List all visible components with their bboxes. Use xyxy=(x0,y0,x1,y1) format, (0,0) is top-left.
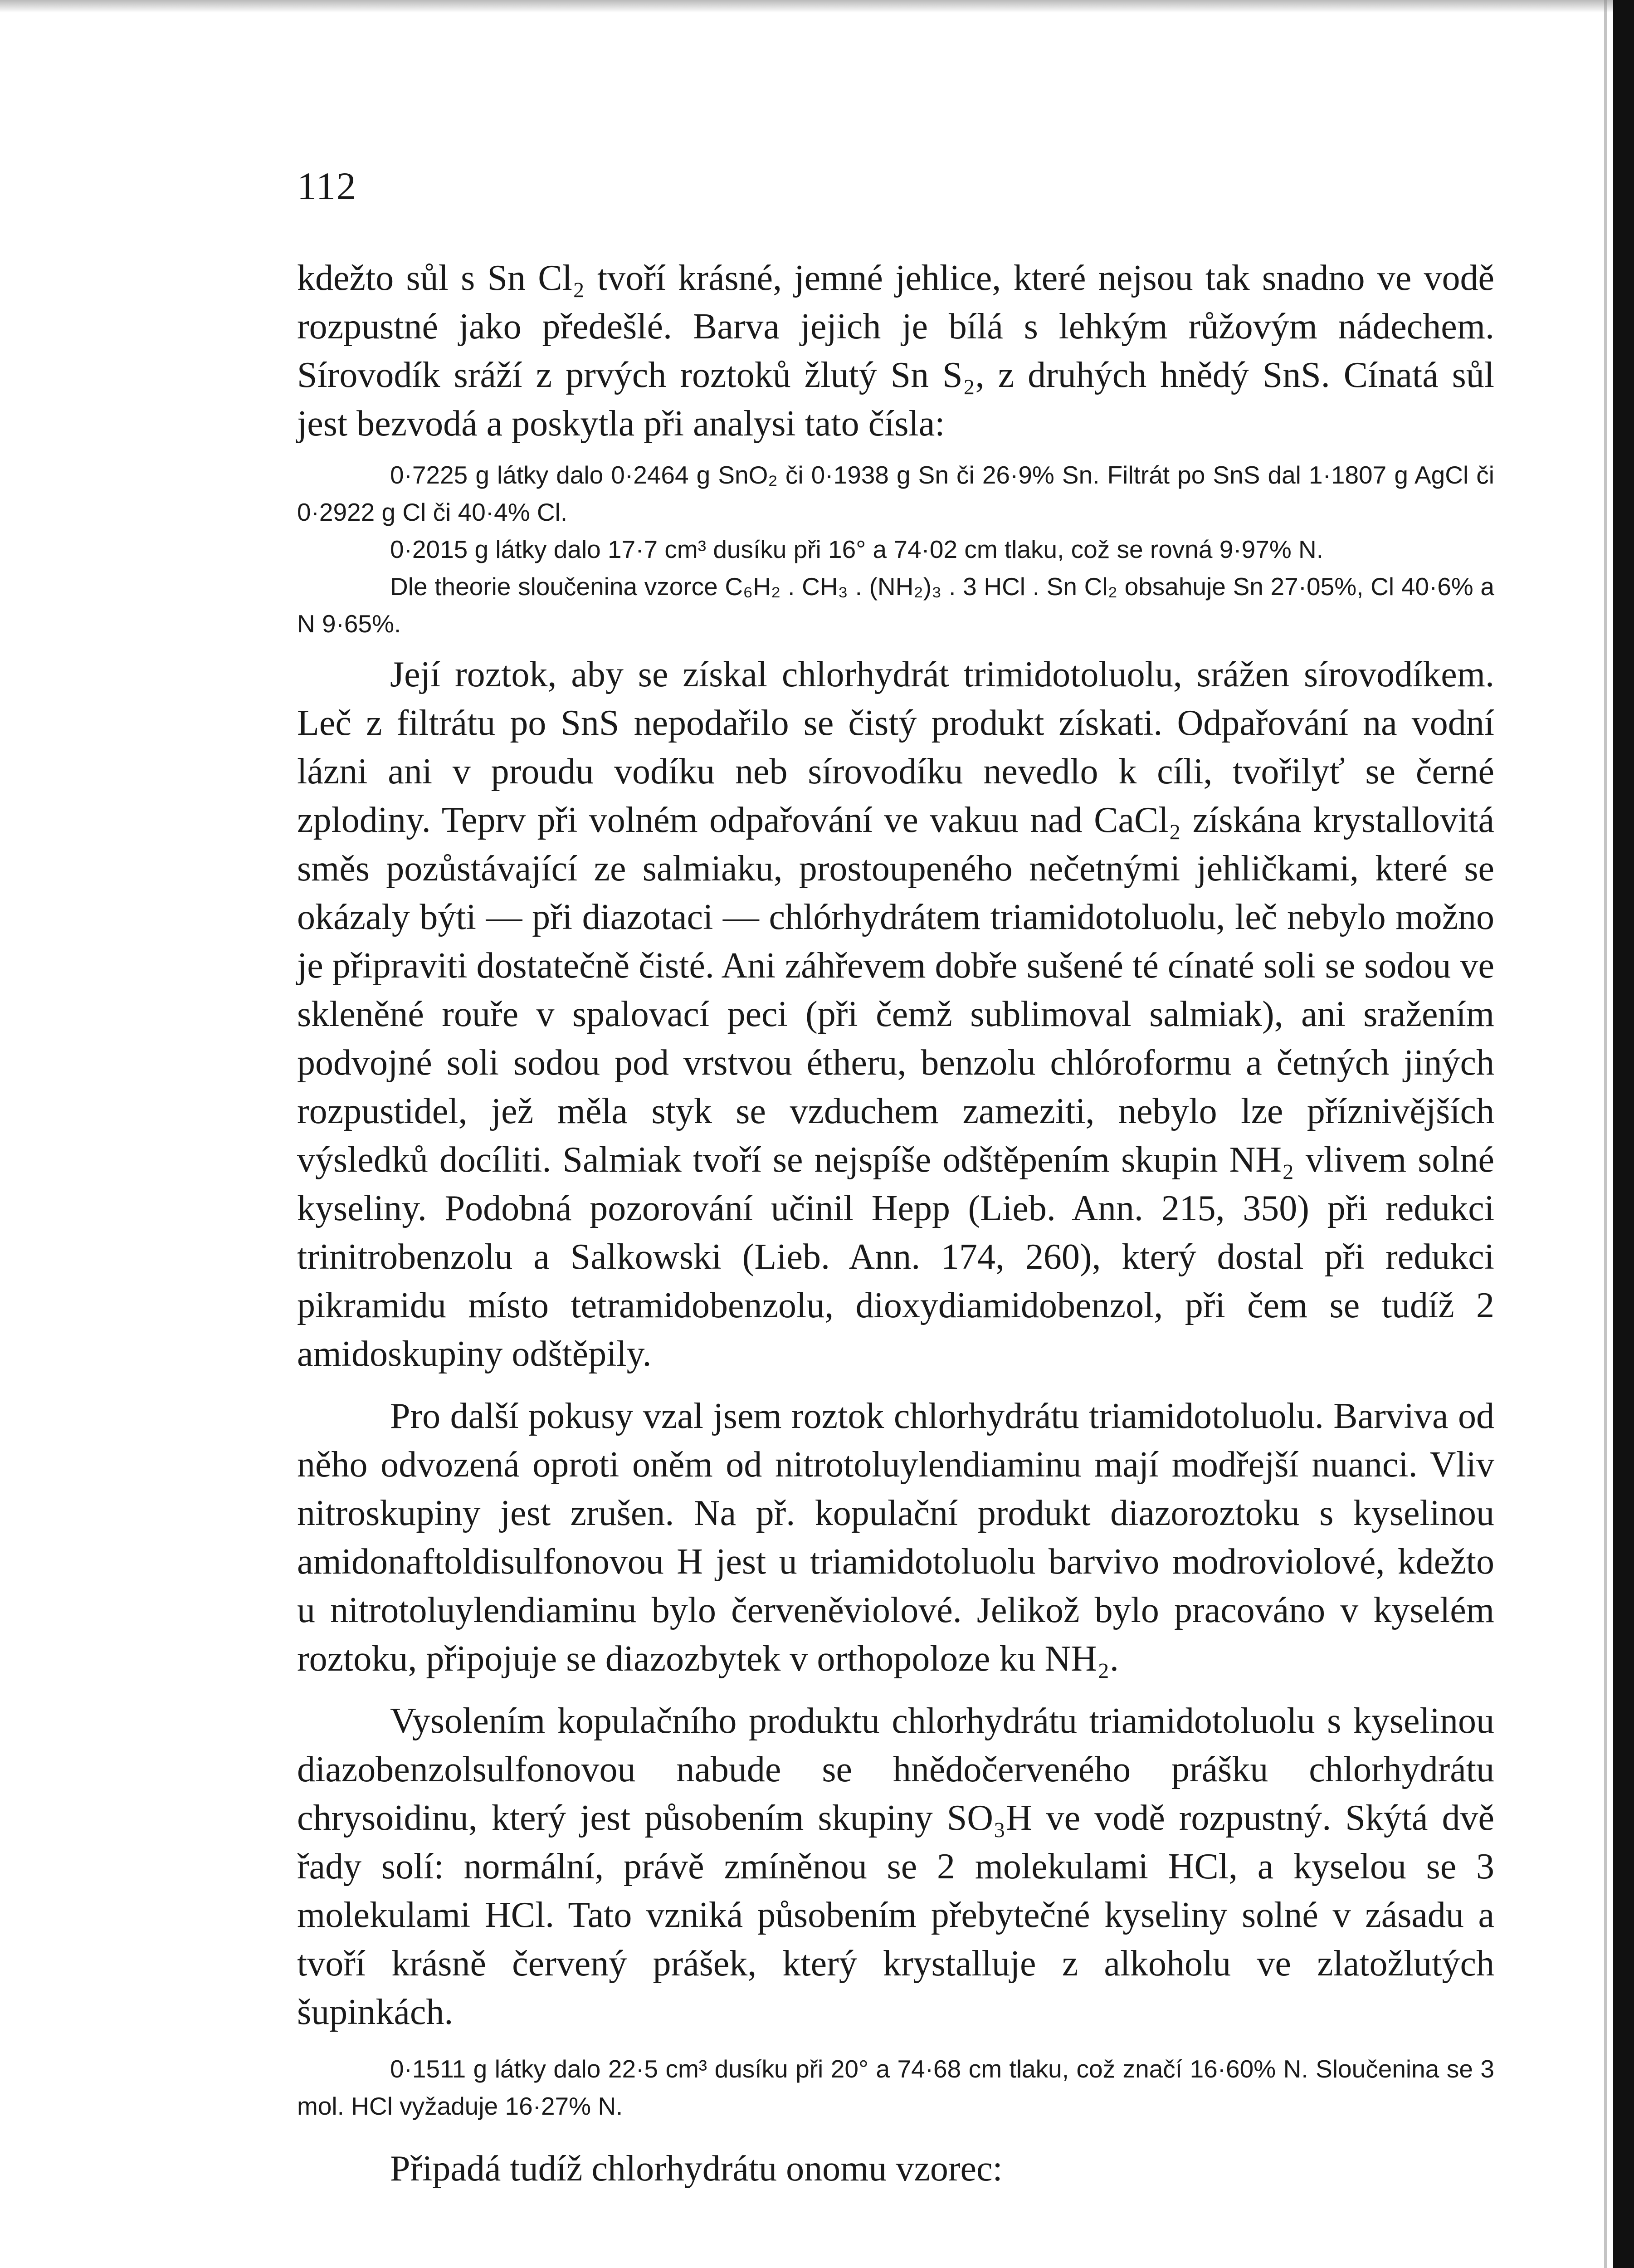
scan-edge-right xyxy=(1613,0,1634,2268)
paragraph-hydrogen-sulfide: Její roztok, aby se získal chlorhydrát trimidotoluolu, srážen sírovodíkem. Leč z filtrátu po SnS nepodařilo se čistý produkt získati. Odpařování na vodní lázni ani v proudu vodíku neb sírovodíku nevedlo k cíli, tvořilyť se černé zplodiny. Teprv při volném odpařování ve vakuu nad CaCl₂ získána krystallovitá směs pozůstávající ze salmiaku, prostoupeného nečetnými jehličkami, které se okázaly býti — při diazotaci — chlórhydrátem triamidotoluolu, leč nebylo možno je připraviti dostatečně čisté. Ani záhřevem dobře sušené té cínaté soli se sodou ve skleněné rouře v spalovací peci (při čemž sublimoval salmiak), ani sražením podvojné soli sodou pod vrstvou étheru, benzolu chlóroformu a četných jiných rozpustidel, jež měla styk se vzduchem zameziti, nebylo lze příznivějších výsledků docíliti. Salmiak tvoří se nejspíše odštěpením skupin NH₂ vlivem solné kyseliny. Podobná pozorování učinil Hepp (Lieb. Ann. 215, 350) při redukci trinitrobenzolu a Salkowski (Lieb. Ann. 174, 260), který dostal při redukci pikramidu místo tetramidobenzolu, dioxydiamidobenzol, při čem se tudíž 2 amidoskupiny odštěpily. xyxy=(297,655,1494,1374)
theory-composition: Dle theorie sloučenina vzorce C₆H₂ . CH₃ . (NH₂)₃ . 3 HCl . Sn Cl₂ obsahuje Sn 27·05%, Cl 40·6% a N 9·65%. xyxy=(297,572,1494,638)
scan-edge-top xyxy=(0,0,1634,13)
paragraph-chrysoidine: Vysolením kopulačního produktu chlorhydrátu triamidotoluolu s kyselinou diazobenzolsulfonovou nabude se hnědočerveného prášku chlorhydrátu chrysoidinu, který jest působením skupiny SO₃H ve vodě rozpustný. Skýtá dvě řady solí: normální, právě zmíněnou se 2 molekulami HCl, a kyselou se 3 molekulami HCl. Tato vzniká působením přebytečné kyseliny solné v zásadu a tvoří krásně červený prášek, který krystalluje z alkoholu ve zlatožlutých šupinkách. xyxy=(297,1701,1494,2032)
paragraph-further-experiments: Pro další pokusy vzal jsem roztok chlorhydrátu triamidotoluolu. Barviva od něho odvozená oproti oněm od nitrotoluylendiaminu mají modřejší nuanci. Vliv nitroskupiny jest zrušen. Na př. kopulační produkt diazoroztoku s kyselinou amidonaftoldisulfonovou H jest u triamidotoluolu barvivo modroviolové, kdežto u nitrotoluylendiaminu bylo červeněviolové. Jelikož bylo pracováno v kyselém roztoku, připojuje se diazozbytek v orthopoloze ku NH₂. xyxy=(297,1396,1494,1679)
analysis-chrysoidine: 0·1511 g látky dalo 22·5 cm³ dusíku při 20° a 74·68 cm tlaku, což značí 16·60% N. Sloučenina se 3 mol. HCl vyžaduje 16·27% N. xyxy=(297,2055,1494,2120)
scan-edge-right-shadow xyxy=(1604,0,1607,2268)
paragraph-formula-intro: Připadá tudíž chlorhydrátu onomu vzorec: xyxy=(390,2149,1003,2189)
page-body xyxy=(297,254,1494,2193)
analysis-nitrogen: 0·2015 g látky dalo 17·7 cm³ dusíku při 16° a 74·02 cm tlaku, což se rovná 9·97% N. xyxy=(390,535,1324,563)
page-number: 112 xyxy=(297,164,357,208)
paragraph-tin-salt: kdežto sůl s Sn Cl₂ tvoří krásné, jemné jehlice, které nejsou tak snadno ve vodě rozpustné jako předešlé. Barva jejich je bílá s lehkým růžovým nádechem. Sírovodík sráží z prvých roztoků žlutý Sn S₂, z druhých hnědý SnS. Cínatá sůl jest bezvodá a poskytla při analysi tato čísla: xyxy=(297,258,1494,444)
analysis-tin-chlorine: 0·7225 g látky dalo 0·2464 g SnO₂ či 0·1938 g Sn či 26·9% Sn. Filtrát po SnS dal 1·1807 g AgCl či 0·2922 g Cl či 40·4% Cl. xyxy=(297,461,1494,526)
